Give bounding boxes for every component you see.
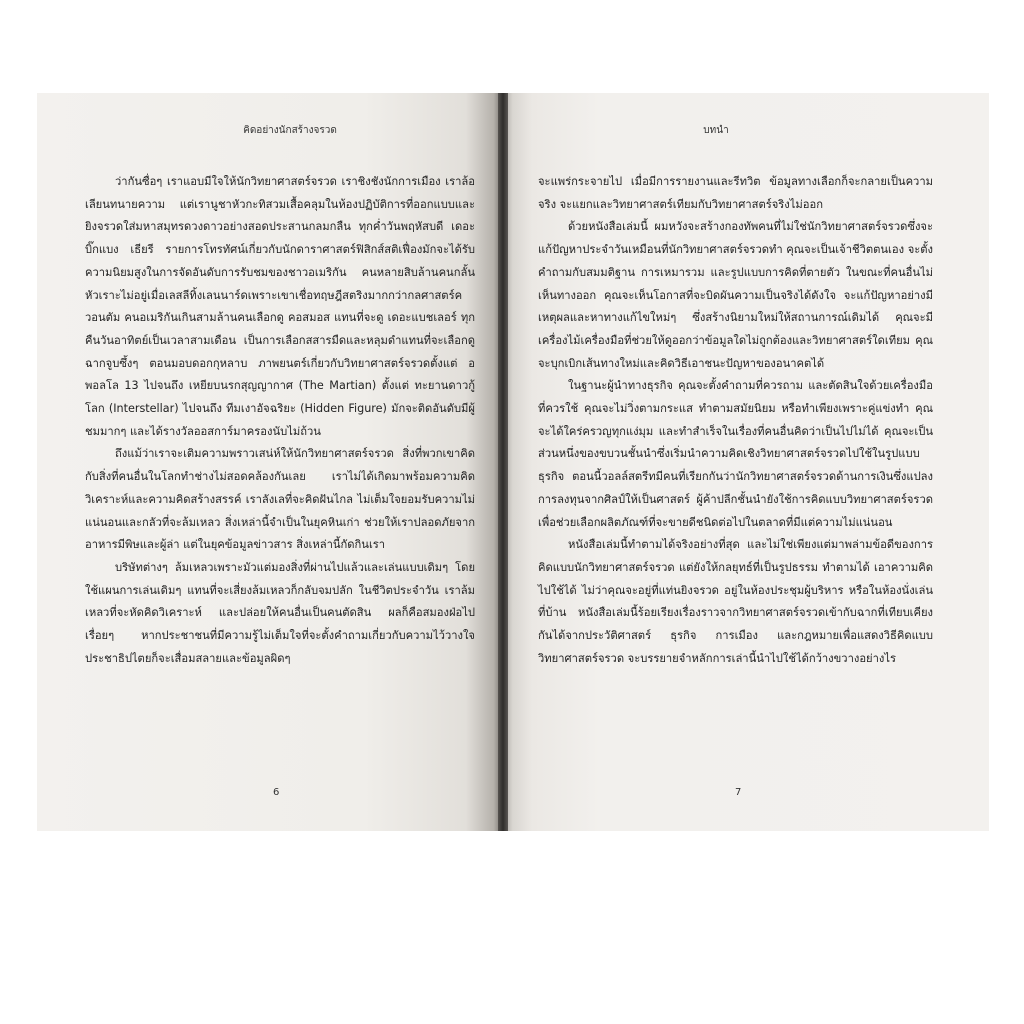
book-spread [37, 93, 989, 831]
page-number-right: 7 [735, 787, 742, 798]
paragraph: ถึงแม้ว่าเราจะเติมความพราวเสน่ห์ให้นักวิทยาศาสตร์จรวด สิ่งที่พวกเขาคิดกับสิ่งที่คนอื่นในโลกทำช่างไม่สอดคล้องกันเลย เราไม่ได้เกิดมาพร้อมความคิดวิเคราะห์และความคิดสร้างสรรค์ เราลังเลที่จะคิดฝันไกล ไม่เต็มใจยอมรับความไม่แน่นอนและกลัวที่จะล้มเหลว สิ่งเหล่านี้จำเป็นในยุคหินเก่า ช่วยให้เราปลอดภัยจากอาหารมีพิษและผู้ล่า แต่ในยุคข้อมูลข่าวสาร สิ่งเหล่านี้กัดกินเรา [85, 447, 475, 552]
page-number-left: 6 [273, 787, 280, 798]
paragraph: บริษัทต่างๆ ล้มเหลวเพราะมัวแต่มองสิ่งที่ผ่านไปแล้วและเล่นแบบเดิมๆ โดยใช้แผนการเล่นเดิมๆ แทนที่จะเสี่ยงล้มเหลวก็กลับจมปลัก ในชีวิตประจำวัน เราล้มเหลวที่จะหัดคิดวิเคราะห์ และปล่อยให้คนอื่นเป็นคนตัดสิน ผลก็คือสมองฝ่อไปเรื่อยๆ หากประชาชนที่มีความรู้ไม่เต็มใจที่จะตั้งคำถามเกี่ยวกับความไว้วางใจ ประชาธิปไตยก็จะเสื่อมสลายและข้อมูลผิดๆ [85, 560, 475, 665]
paragraph: ว่ากันซื่อๆ เราแอบมีใจให้นักวิทยาศาสตร์จรวด เราชิงชังนักการเมือง เราล้อเลียนทนายความ แต่เรานูชาหัวกะทิสวมเสื้อคลุมในห้องปฏิบัติการที่ออกแบบและยิงจรวดใส่มหาสมุทรดวงดาวอย่างสอดประสานกลมกลืน ทุกค่ำวันพฤหัสบดี เดอะบิ๊กแบง เธียรี รายการโทรทัศน์เกี่ยวกับนักดาราศาสตร์ฟิสิกส์สติเฟื่องมักจะได้รับความนิยมสูงในการจัดอันดับการรับชมของชาวอเมริกัน คนหลายสิบล้านคนกลั้นหัวเราะไม่อยู่เมื่อเลสลีทิ้งเลนนาร์ดเพราะเขาเชื่อทฤษฎีสตริงมากกว่ากลศาสตร์ควอนตัม คนอเมริกันเกินสามล้านคนเลือกดู คอสมอส แทนที่จะดู เดอะแบชเลอร์ ทุกคืนวันอาทิตย์เป็นเวลาสามเดือน เป็นการเลือกสสารมืดและหลุมดำแทนที่จะเลือกดูฉากจูบซึ้งๆ ตอนมอบดอกกุหลาบ ภาพยนตร์เกี่ยวกับวิทยาศาสตร์จรวดตั้งแต่ อพอลโล 13 ไปจนถึง เหยียบนรกสุญญากาศ (The Martian) ตั้งแต่ ทะยานดาวกู้โลก (Interstellar) ไปจนถึง ทีมเงาอัจฉริยะ (Hidden Figure) มักจะติดอันดับมีผู้ชมมากๆ และได้รางวัลออสการ์มาครองนับไม่ถ้วน [85, 175, 475, 438]
running-head-left: คิดอย่างนักสร้างจรวด [243, 125, 337, 136]
left-page [37, 93, 503, 831]
paragraph: จะแพร่กระจายไป เมื่อมีการรายงานและรีทวิต ข้อมูลทางเลือกก็จะกลายเป็นความจริง จะแยกและวิทยาศาสตร์เทียมกับวิทยาศาสตร์จริงไม่ออก [538, 175, 933, 211]
running-head-right: บทนำ [703, 125, 729, 136]
book-gutter [498, 93, 508, 831]
left-page-body [85, 171, 475, 670]
right-page [503, 93, 989, 831]
paragraph: หนังสือเล่มนี้ทำตามได้จริงอย่างที่สุด และไม่ใช่เพียงแต่มาพล่ามข้อดีของการคิดแบบนักวิทยาศาสตร์จรวด แต่ยังให้กลยุทธ์ที่เป็นรูปธรรม ทำตามได้ เอาความคิดไปใช้ได้ ไม่ว่าคุณจะอยู่ที่แท่นยิงจรวด อยู่ในห้องประชุมผู้บริหาร หรือในห้องนั่งเล่นที่บ้าน หนังสือเล่มนี้ร้อยเรียงเรื่องราวจากวิทยาศาสตร์จรวดเข้ากับฉากที่เทียบเคียงกันได้จากประวัติศาสตร์ ธุรกิจ การเมือง และกฎหมายเพื่อแสดงวิธีคิดแบบวิทยาศาสตร์จรวด จะบรรยายจำหลักการเล่านี้นำไปใช้ได้กว้างขวางอย่างไร [538, 538, 933, 665]
paragraph: ในฐานะผู้นำทางธุรกิจ คุณจะตั้งคำถามที่ควรถาม และตัดสินใจด้วยเครื่องมือที่ควรใช้ คุณจะไม่วิ่งตามกระแส ทำตามสมัยนิยม หรือทำเพียงเพราะคู่แข่งทำ คุณจะได้ใคร่ครวญทุกแง่มุม และทำสำเร็จในเรื่องที่คนอื่นคิดว่าเป็นไปไม่ได้ คุณจะเป็นส่วนหนึ่งของขบวนชั้นนำซึ่งเริ่มนำความคิดเชิงวิทยาศาสตร์จรวดไปใช้ในรูปแบบธุรกิจ ตอนนี้วอลล์สตรีทมีคนที่เรียกกันว่านักวิทยาศาสตร์จรวดด้านการเงินซึ่งแปลงการลงทุนจากศิลป์ให้เป็นศาสตร์ ผู้ค้าปลีกชั้นนำยังใช้การคิดแบบวิทยาศาสตร์จรวดเพื่อช่วยเลือกผลิตภัณฑ์ที่จะขายดีชนิดต่อไปในตลาดที่มีแต่ความไม่แน่นอน [538, 379, 933, 529]
right-page-body [538, 171, 933, 670]
paragraph: ด้วยหนังสือเล่มนี้ ผมหวังจะสร้างกองทัพคนที่ไม่ใช่นักวิทยาศาสตร์จรวดซึ่งจะแก้ปัญหาประจำวันเหมือนที่นักวิทยาศาสตร์จรวดทำ คุณจะเป็นเจ้าชีวิตตนเอง จะตั้งคำถามกับสมมติฐาน การเหมารวม และรูปแบบการคิดที่ตายตัว ในขณะที่คนอื่นไม่เห็นทางออก คุณจะเห็นโอกาสที่จะบิดผันความเป็นจริงได้ดังใจ จะแก้ปัญหาอย่างมีเหตุผลและหาทางแก้ไขใหม่ๆ ซึ่งสร้างนิยามใหม่ให้สถานการณ์เดิมได้ คุณจะมีเครื่องไม้เครื่องมือที่ช่วยให้ดูออกว่าข้อมูลใดไม่ถูกต้องและวิทยาศาสตร์ใดเทียม คุณจะบุกเบิกเส้นทางใหม่และคิดวิธีเอาชนะปัญหาของอนาคตได้ [538, 220, 933, 370]
